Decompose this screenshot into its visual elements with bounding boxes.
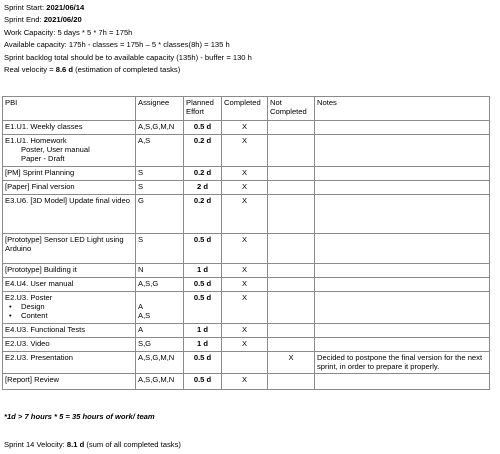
notes-cell: Decided to postpone the final version for the next sprint, in order to prepare it properly.	[315, 352, 490, 374]
sprint-velocity	[4, 440, 181, 449]
completed-cell: X	[222, 181, 268, 195]
assignee-cell: S	[136, 234, 184, 264]
assignee-cell: N	[136, 264, 184, 278]
pbi-bullet: • Design	[5, 302, 133, 311]
effort-cell: 0.5 d	[184, 374, 222, 390]
table-row	[3, 121, 490, 135]
effort-cell: 0.5 d	[184, 292, 222, 324]
table-row	[3, 374, 490, 390]
pbi-bullet: • Content	[5, 311, 133, 320]
not-completed-cell	[268, 167, 315, 181]
col-completed: Completed	[222, 97, 268, 121]
assignee-cell: G	[136, 195, 184, 234]
notes-cell	[315, 121, 490, 135]
notes-cell	[315, 374, 490, 390]
pbi-cell: E1.U1. Homework Poster, User manual Paper - Draft	[3, 135, 136, 167]
not-completed-cell	[268, 121, 315, 135]
pbi-cell: [Paper] Final version	[3, 181, 136, 195]
assignee-cell: S	[136, 167, 184, 181]
completed-cell: X	[222, 135, 268, 167]
assignee-cell: S,G	[136, 338, 184, 352]
completed-cell: X	[222, 374, 268, 390]
table-row	[3, 181, 490, 195]
pbi-cell: E3.U6. [3D Model] Update final video	[3, 195, 136, 234]
assignee-cell: A	[136, 324, 184, 338]
table-row	[3, 135, 490, 167]
effort-cell: 0.5 d	[184, 278, 222, 292]
pbi-subitem: Paper - Draft	[21, 154, 65, 164]
table-row	[3, 324, 490, 338]
assignee-cell: A,S	[136, 135, 184, 167]
work-capacity: Work Capacity: 5 days * 5 * 7h = 175h	[4, 27, 133, 37]
col-pbi: PBI	[3, 97, 136, 121]
not-completed-cell	[268, 338, 315, 352]
footnote: *1d > 7 hours * 5 = 35 hours of work/ team	[4, 412, 155, 421]
table-row	[3, 338, 490, 352]
notes-cell	[315, 135, 490, 167]
sprint-start-value: 2021/06/14	[46, 3, 85, 12]
completed-cell: X	[222, 234, 268, 264]
assignee-cell: A A,S	[136, 292, 184, 324]
not-completed-cell	[268, 181, 315, 195]
pbi-cell: E4.U4. User manual	[3, 278, 136, 292]
effort-cell: 0.2 d	[184, 167, 222, 181]
table-row	[3, 167, 490, 181]
completed-cell: X	[222, 264, 268, 278]
completed-cell	[222, 352, 268, 374]
table-row	[3, 234, 490, 264]
pbi-cell: E4.U3. Functional Tests	[3, 324, 136, 338]
effort-cell: 0.2 d	[184, 195, 222, 234]
not-completed-cell	[268, 374, 315, 390]
sprint-end: Sprint End: 2021/06/20	[4, 15, 82, 25]
not-completed-cell	[268, 195, 315, 234]
sprint-velocity-label: Sprint 14 Velocity:	[4, 440, 65, 449]
pbi-cell: E1.U1. Weekly classes	[3, 121, 136, 135]
not-completed-cell	[268, 324, 315, 338]
effort-cell: 1 d	[184, 324, 222, 338]
pbi-cell: [Prototype] Sensor LED Light using Arduino	[3, 234, 136, 264]
pbi-cell: E2.U3. Presentation	[3, 352, 136, 374]
assignee-cell: A,S,G	[136, 278, 184, 292]
assignee-cell: A,S,G,M,N	[136, 121, 184, 135]
table-row	[3, 195, 490, 234]
not-completed-cell	[268, 264, 315, 278]
not-completed-cell	[268, 135, 315, 167]
notes-cell	[315, 195, 490, 234]
pbi-cell: E2.U3. Video	[3, 338, 136, 352]
col-not-completed: Not Completed	[268, 97, 315, 121]
effort-cell: 0.5 d	[184, 234, 222, 264]
effort-cell: 2 d	[184, 181, 222, 195]
assignee-cell: S	[136, 181, 184, 195]
pbi-cell: E2.U3. Poster • Design • Content	[3, 292, 136, 324]
backlog-note: Sprint backlog total should be to available capacity (135h) - buffer = 130 h	[4, 52, 252, 62]
available-capacity: Available capacity: 175h - classes = 175h – 5 * classes(8h) = 135 h	[4, 40, 230, 50]
assignee-cell: A,S,G,M,N	[136, 352, 184, 374]
effort-cell: 1 d	[184, 338, 222, 352]
table-row	[3, 264, 490, 278]
col-notes: Notes	[315, 97, 490, 121]
table-row	[3, 352, 490, 374]
pbi-cell: [PM] Sprint Planning	[3, 167, 136, 181]
sprint-header	[4, 2, 252, 76]
sprint-velocity-value: 8.1 d	[66, 440, 85, 449]
completed-cell: X	[222, 324, 268, 338]
completed-cell: X	[222, 278, 268, 292]
effort-cell: 1 d	[184, 264, 222, 278]
completed-cell: X	[222, 292, 268, 324]
pbi-subitem: Poster, User manual	[21, 145, 90, 155]
table-header-row	[3, 97, 490, 121]
notes-cell	[315, 278, 490, 292]
pbi-table	[2, 96, 490, 390]
not-completed-cell	[268, 234, 315, 264]
notes-cell	[315, 292, 490, 324]
assignee-cell: A,S,G,M,N	[136, 374, 184, 390]
table-row	[3, 278, 490, 292]
notes-cell	[315, 234, 490, 264]
completed-cell: X	[222, 167, 268, 181]
real-velocity: Real velocity = 8.6 d (estimation of completed tasks)	[4, 64, 181, 74]
sprint-end-value: 2021/06/20	[43, 15, 82, 25]
not-completed-cell: X	[268, 352, 315, 374]
effort-cell: 0.5 d	[184, 121, 222, 135]
completed-cell: X	[222, 338, 268, 352]
completed-cell: X	[222, 195, 268, 234]
table-row	[3, 292, 490, 324]
not-completed-cell	[268, 292, 315, 324]
effort-cell: 0.2 d	[184, 135, 222, 167]
pbi-cell: [Report] Review	[3, 374, 136, 390]
notes-cell	[315, 181, 490, 195]
col-assignee: Assignee	[136, 97, 184, 121]
effort-cell: 0.5 d	[184, 352, 222, 374]
pbi-cell: [Prototype] Building it	[3, 264, 136, 278]
notes-cell	[315, 264, 490, 278]
sprint-velocity-note: (sum of all completed tasks)	[86, 440, 181, 449]
notes-cell	[315, 338, 490, 352]
col-planned-effort: Planned Effort	[184, 97, 222, 121]
not-completed-cell	[268, 278, 315, 292]
real-velocity-value: 8.6 d	[55, 64, 74, 74]
completed-cell: X	[222, 121, 268, 135]
sprint-start: Sprint Start: 2021/06/14	[4, 3, 85, 12]
notes-cell	[315, 167, 490, 181]
notes-cell	[315, 324, 490, 338]
